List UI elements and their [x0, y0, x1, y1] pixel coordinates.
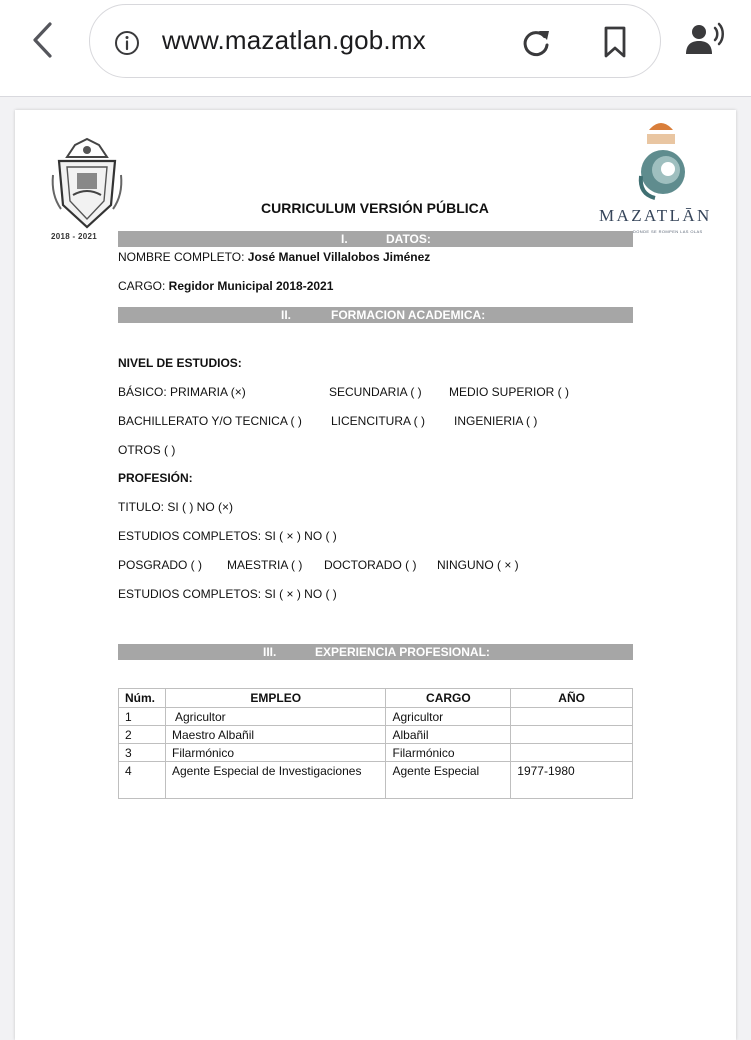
profesion-heading: PROFESIÓN: — [118, 471, 193, 485]
table-row — [119, 708, 633, 726]
brand-wordmark: MAZATLĀN — [599, 206, 712, 225]
read-aloud-icon[interactable] — [684, 22, 728, 56]
bachillerato-option: BACHILLERATO Y/O TECNICA ( ) — [118, 414, 302, 428]
maestria-option: MAESTRIA ( ) — [227, 558, 303, 572]
nombre-line — [118, 250, 430, 264]
section-label: FORMACION ACADEMICA: — [331, 308, 486, 322]
bookmark-icon[interactable] — [602, 25, 628, 59]
row-anio — [511, 708, 633, 726]
nombre-value: José Manuel Villalobos Jiménez — [247, 250, 431, 264]
chevron-left-icon — [26, 20, 60, 60]
row-empleo: Agricultor — [165, 708, 386, 726]
column-header: Núm. — [119, 689, 166, 708]
ingenieria-option: INGENIERIA ( ) — [454, 414, 538, 428]
row-anio — [511, 726, 633, 744]
section-label: EXPERIENCIA PROFESIONAL: — [315, 645, 490, 659]
otros-option: OTROS ( ) — [118, 443, 176, 457]
row-num: 2 — [119, 726, 166, 744]
row-num: 3 — [119, 744, 166, 762]
row-anio: 1977-1980 — [511, 762, 633, 799]
experience-table — [118, 688, 633, 799]
curriculum-document — [15, 110, 736, 1040]
cargo-line — [118, 279, 333, 293]
row-num: 1 — [119, 708, 166, 726]
row-num: 4 — [119, 762, 166, 799]
document-page — [15, 110, 736, 1040]
address-bar[interactable] — [89, 4, 661, 78]
url-text[interactable]: www.mazatlan.gob.mx — [162, 25, 426, 55]
row-empleo: Filarmónico — [165, 744, 386, 762]
info-icon[interactable] — [114, 30, 140, 56]
secundaria-option: SECUNDARIA ( ) — [329, 385, 422, 399]
estudios-completos-line: ESTUDIOS COMPLETOS: SI ( × ) NO ( ) — [118, 529, 337, 543]
brand-tagline: DONDE SE ROMPEN LAS OLAS — [633, 229, 703, 234]
section-bar-datos — [118, 231, 633, 247]
doctorado-option: DOCTORADO ( ) — [324, 558, 417, 572]
table-row — [119, 726, 633, 744]
back-button[interactable] — [26, 20, 60, 60]
cargo-label: CARGO: — [118, 279, 169, 293]
nombre-label: NOMBRE COMPLETO: — [118, 250, 248, 264]
table-row — [119, 762, 633, 799]
cargo-value: Regidor Municipal 2018-2021 — [168, 279, 334, 293]
document-title: CURRICULUM VERSIÓN PÚBLICA — [261, 200, 489, 216]
basico-option: BÁSICO: PRIMARIA (×) — [118, 385, 246, 399]
column-header: CARGO — [386, 689, 511, 708]
row-empleo: Agente Especial de Investigaciones — [165, 762, 386, 799]
reload-icon[interactable] — [520, 27, 552, 59]
table-header-row — [119, 689, 633, 708]
mazatlan-brand-logo — [635, 118, 687, 202]
section-label: DATOS: — [386, 232, 431, 246]
row-anio — [511, 744, 633, 762]
column-header: EMPLEO — [165, 689, 386, 708]
posgrado-option: POSGRADO ( ) — [118, 558, 203, 572]
municipal-seal-logo — [49, 135, 125, 233]
row-cargo: Albañil — [386, 726, 511, 744]
section-number: III. — [263, 645, 277, 659]
row-cargo: Agricultor — [386, 708, 511, 726]
estudios-completos-line-2: ESTUDIOS COMPLETOS: SI ( × ) NO ( ) — [118, 587, 337, 601]
row-cargo: Filarmónico — [386, 744, 511, 762]
nivel-estudios-heading: NIVEL DE ESTUDIOS: — [118, 356, 242, 370]
table-row — [119, 744, 633, 762]
titulo-line: TITULO: SI ( ) NO (×) — [118, 500, 234, 514]
row-empleo: Maestro Albañil — [165, 726, 386, 744]
licenciatura-option: LICENCITURA ( ) — [331, 414, 426, 428]
section-number: II. — [281, 308, 292, 322]
browser-toolbar — [0, 0, 751, 97]
ninguno-option: NINGUNO ( × ) — [437, 558, 519, 572]
row-cargo: Agente Especial — [386, 762, 511, 799]
medio-superior-option: MEDIO SUPERIOR ( ) — [449, 385, 570, 399]
section-bar-experiencia — [118, 644, 633, 660]
section-bar-formacion — [118, 307, 633, 323]
section-number: I. — [341, 232, 348, 246]
column-header: AÑO — [511, 689, 633, 708]
seal-years: 2018 - 2021 — [51, 232, 98, 241]
